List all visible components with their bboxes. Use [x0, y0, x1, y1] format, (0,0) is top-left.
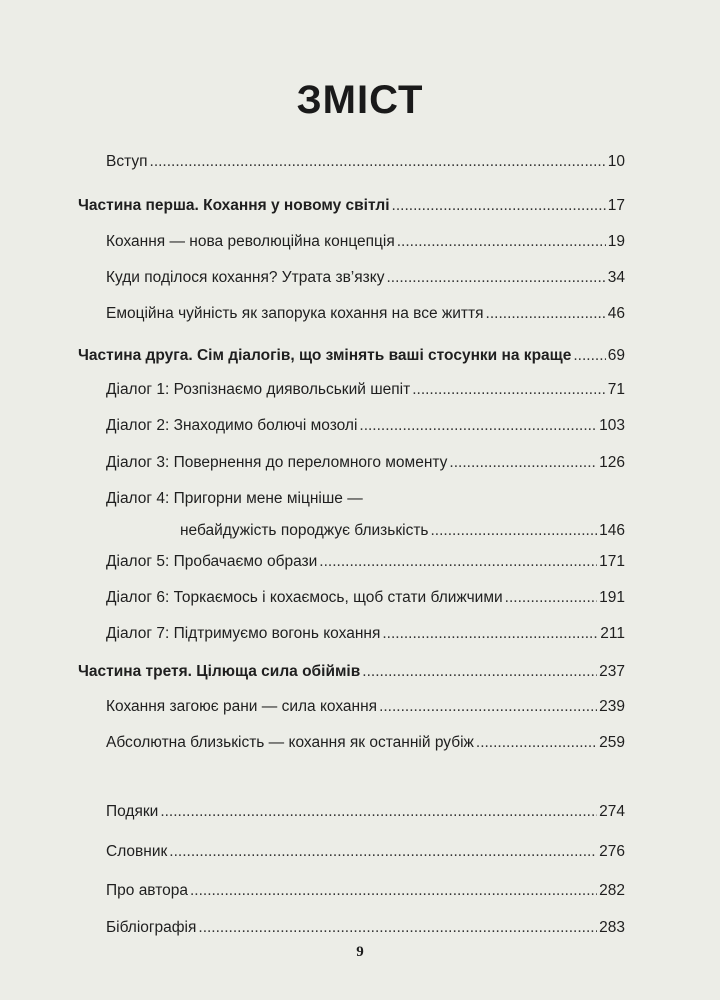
toc-entry-page: 191: [599, 589, 625, 606]
leader-dots: [392, 196, 606, 216]
toc-entry-label: Діалог 5: Пробачаємо образи: [106, 553, 318, 570]
leader-dots: [169, 842, 597, 862]
toc-entry-acknowledgements: [106, 802, 625, 822]
leader-dots: [431, 521, 598, 541]
page-title: ЗМІСТ: [296, 78, 424, 122]
leader-dots: [573, 346, 605, 366]
toc-entry-page: 71: [607, 381, 625, 398]
toc-entry-dialog: [106, 416, 625, 436]
toc-entry-page: 259: [599, 734, 625, 751]
toc-entry-chapter: [106, 697, 625, 717]
toc-entry-intro: [106, 152, 625, 172]
toc-entry-chapter: [106, 268, 625, 288]
leader-dots: [486, 304, 606, 324]
leader-dots: [362, 662, 597, 682]
toc-entry-bibliography: [106, 918, 625, 938]
toc-entry-dialog: [106, 588, 625, 608]
leader-dots: [412, 380, 606, 400]
page-number: 9: [356, 944, 364, 960]
toc-entry-page: 171: [599, 553, 625, 570]
toc-entry-dialog: [106, 624, 625, 644]
toc-entry-label: Діалог 7: Підтримуємо вогонь кохання: [106, 625, 381, 642]
toc-entry-dialog: [106, 380, 625, 400]
leader-dots: [150, 152, 606, 172]
toc-entry-label: Вступ: [106, 153, 148, 170]
toc-entry-page: 274: [599, 803, 625, 820]
toc-entry-label: Емоційна чуйність як запорука кохання на все життя: [106, 305, 484, 322]
toc-entry-page: 146: [599, 522, 625, 539]
toc-entry-chapter: [106, 733, 625, 753]
toc-entry-page: 283: [599, 919, 625, 936]
toc-entry-chapter: [106, 232, 625, 252]
toc-entry-chapter: [106, 304, 625, 324]
leader-dots: [382, 624, 598, 644]
toc-entry-label: Про автора: [106, 882, 188, 899]
toc-entry-label-continued: небайдужість породжує близькість: [180, 522, 429, 539]
toc-entry-label: Абсолютна близькість — кохання як останній рубіж: [106, 734, 474, 751]
leader-dots: [190, 881, 597, 901]
leader-dots: [386, 268, 605, 288]
toc-entry-page: 237: [599, 663, 625, 680]
leader-dots: [319, 552, 597, 572]
leader-dots: [397, 232, 606, 252]
toc-entry-label: Словник: [106, 843, 168, 860]
leader-dots: [359, 416, 597, 436]
leader-dots: [476, 733, 597, 753]
leader-dots: [198, 918, 597, 938]
toc-entry-page: 69: [607, 347, 625, 364]
toc-entry-label: Частина перша. Кохання у новому світлі: [78, 197, 390, 214]
toc-entry-page: 211: [600, 625, 625, 642]
toc-entry-label: Кохання — нова революційна концепція: [106, 233, 395, 250]
leader-dots: [449, 453, 597, 473]
toc-entry-label: Подяки: [106, 803, 159, 820]
toc-entry-part-two: [78, 346, 625, 366]
toc-entry-label: Діалог 2: Знаходимо болючі мозолі: [106, 417, 358, 434]
toc-entry-page: 282: [599, 882, 625, 899]
toc-entry-label: Діалог 1: Розпізнаємо диявольський шепіт: [106, 381, 411, 398]
toc-entry-page: 276: [599, 843, 625, 860]
toc-entry-page: 17: [607, 197, 625, 214]
toc-entry-dialog: [106, 552, 625, 572]
toc-entry-label: Частина третя. Цілюща сила обіймів: [78, 663, 361, 680]
toc-entry-glossary: [106, 842, 625, 862]
toc-entry-page: 126: [599, 454, 625, 471]
toc-entry-page: 103: [599, 417, 625, 434]
toc-entry-label: Куди поділося кохання? Утрата зв’язку: [106, 269, 385, 286]
toc-entry-page: 10: [607, 153, 625, 170]
leader-dots: [160, 802, 597, 822]
leader-dots: [379, 697, 597, 717]
toc-entry-page: 239: [599, 698, 625, 715]
toc-entry-dialog: [106, 453, 625, 473]
toc-entry-part-one: [78, 196, 625, 216]
toc-entry-page: 46: [607, 305, 625, 322]
toc-entry-page: 34: [607, 269, 625, 286]
toc-entry-label: Діалог 6: Торкаємось і кохаємось, щоб стати ближчими: [106, 589, 503, 606]
leader-dots: [505, 588, 597, 608]
toc-entry-about-author: [106, 881, 625, 901]
toc-entry-page: 19: [607, 233, 625, 250]
toc-entry-label: Бібліографія: [106, 919, 197, 936]
toc-entry-dialog: [106, 489, 625, 541]
toc-entry-part-three: [78, 662, 625, 682]
toc-entry-label: Кохання загоює рани — сила кохання: [106, 698, 378, 715]
toc-entry-label: Діалог 4: Пригорни мене міцніше —: [106, 490, 363, 507]
toc-entry-label: Діалог 3: Повернення до переломного моменту: [106, 454, 448, 471]
toc-entry-label: Частина друга. Сім діалогів, що змінять ваші стосунки на краще: [78, 347, 572, 364]
